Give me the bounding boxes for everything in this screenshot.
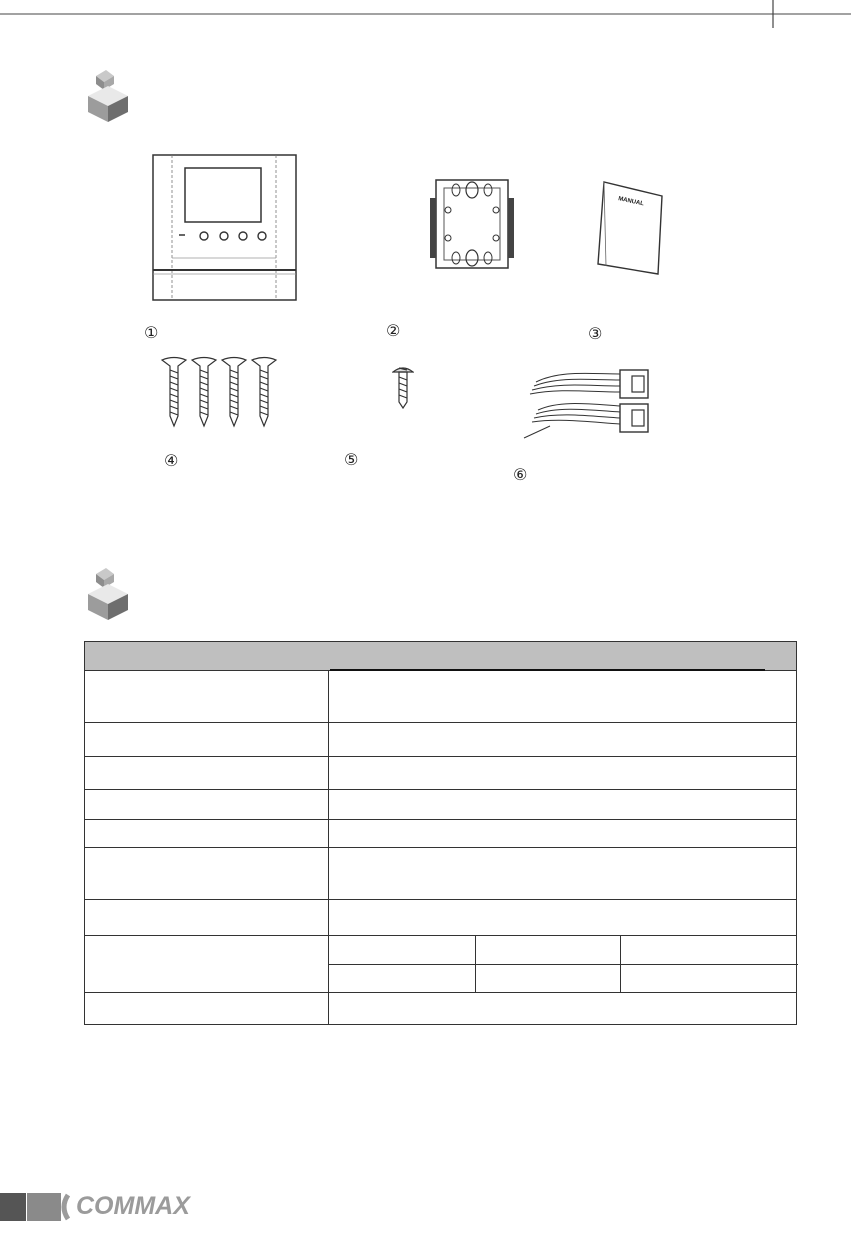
item-number-5: ⑤ bbox=[344, 450, 359, 469]
table-subcolumn-divider bbox=[620, 935, 621, 992]
table-row-divider bbox=[85, 992, 796, 993]
table-row-divider bbox=[85, 847, 796, 848]
footer-brand-logo: COMMAX bbox=[76, 1192, 190, 1220]
item-number-1: ① bbox=[144, 323, 159, 342]
table-column-divider bbox=[328, 671, 329, 1025]
long-screws-illustration bbox=[158, 356, 278, 428]
table-row-divider bbox=[85, 819, 796, 820]
table-row-divider bbox=[85, 899, 796, 900]
wall-bracket-illustration bbox=[430, 176, 514, 272]
header-rule bbox=[330, 669, 765, 671]
monitor-illustration bbox=[152, 154, 298, 302]
item-number-6: ⑥ bbox=[513, 465, 528, 484]
wire-harness-illustration bbox=[520, 366, 660, 442]
table-header bbox=[85, 642, 796, 671]
table-row-divider bbox=[85, 722, 796, 723]
table-subrow-divider bbox=[328, 964, 798, 965]
manual-illustration bbox=[596, 180, 664, 276]
item-number-2: ② bbox=[386, 321, 401, 340]
table-subcolumn-divider bbox=[475, 935, 476, 992]
short-screw-illustration bbox=[392, 364, 414, 410]
section-cube-icon bbox=[84, 566, 132, 622]
specification-table bbox=[84, 641, 797, 1025]
item-number-3: ③ bbox=[588, 324, 603, 343]
section-cube-icon bbox=[84, 68, 132, 124]
table-row-divider bbox=[85, 789, 796, 790]
item-number-4: ④ bbox=[164, 451, 179, 470]
manual-label: MANUAL bbox=[617, 196, 645, 208]
top-rule bbox=[0, 0, 851, 30]
table-row-divider bbox=[85, 756, 796, 757]
table-row-divider bbox=[85, 935, 796, 936]
